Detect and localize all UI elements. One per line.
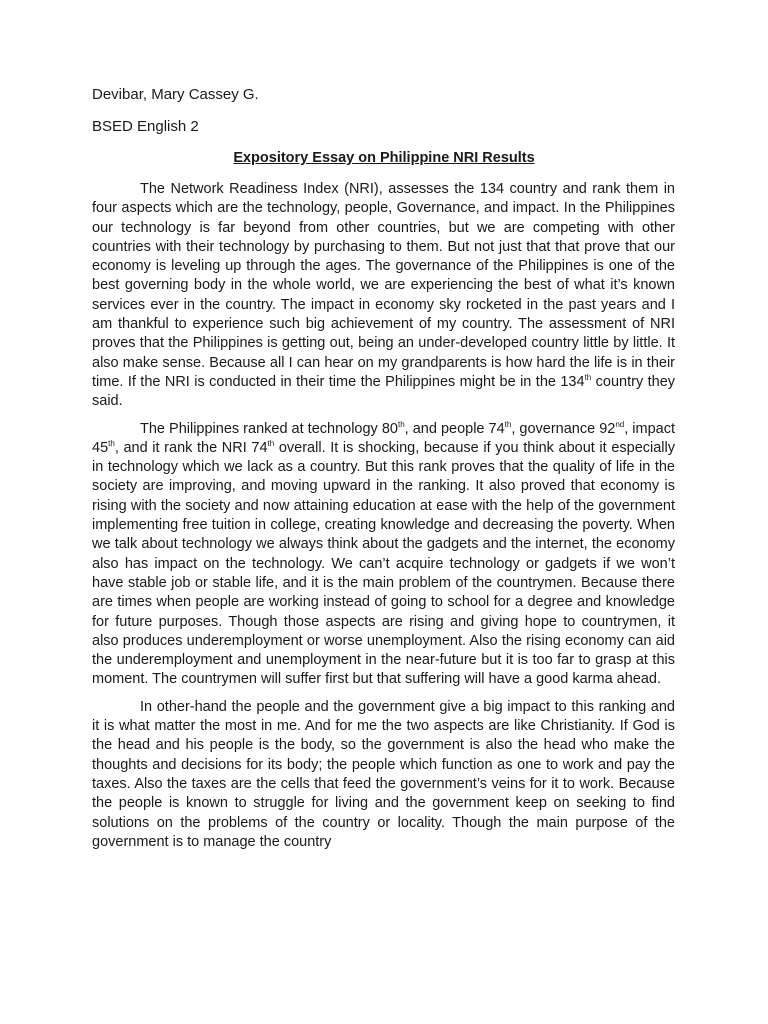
paragraph-1: The Network Readiness Index (NRI), assesses the 134 country and rank them in four aspects which are the technology, people, Governance, and impact. In the Philippines our technology is far beyond from other countries, but we are competing with other countries with their technology by purchasing to them. But not just that that prove that our economy is leveling up through the ages. The governance of the Philippines is one of the best governing body in the whole world, we are experiencing the best of what it’s known services ever in the country. The impact in economy sky rocketed in the past years and I am thankful to experience such big achievement of my country. The assessment of NRI proves that the Philippines is getting out, being an under-developed country little by little. It also make sense. Because all I can hear on my grandparents is how hard the life is in their time. If the NRI is conducted in their time the Philippines might be in the 134th country they said. xyxy=(92,181,676,410)
essay-title: Expository Essay on Philippine NRI Results xyxy=(233,150,535,166)
author-name: Devibar, Mary Cassey G. xyxy=(92,86,259,103)
paragraph-3: In other-hand the people and the government give a big impact to this ranking and it is what matter the most in me. And for me the two aspects are like Christianity. If God is the head and his people is the body, so the government is also the head who make the thoughts and decisions for its body; the people which function as one to work and pay the taxes. Also the taxes are the cells that feed the government’s veins for it to work. Because the people is known to struggle for living and the government keep on seeking to find solutions on the problems of the country or locality. Though the main purpose of the government is to manage the country xyxy=(92,698,675,850)
essay-body xyxy=(92,180,675,860)
course-label: BSED English 2 xyxy=(92,118,199,135)
paragraph-2: The Philippines ranked at technology 80th, and people 74th, governance 92nd, impact 45th, and it rank the NRI 74th overall. It is shocking, because if you think about it especially in technology which we lack as a country. But this rank proves that the quality of life in the society are improving, and moving upward in the ranking. It also proved that economy is rising with the society and now attaining education at ease with the help of the government implementing free tuition in college, creating knowledge and decreasing the poverty. When we talk about technology we always think about the gadgets and the internet, the economy also has impact on the technology. We can’t acquire technology or gadgets if we won’t have stable job or stable life, and it is the main problem of the countrymen. Because there are times when people are working instead of going to school for a degree and knowledge for future purposes. Though those aspects are rising and giving hope to countrymen, it also produces underemployment or worse unemployment. Also the rising economy can aid the underemployment and unemployment in the near-future but it is too far to grasp at this moment. The countrymen will suffer first but that suffering will have a good karma ahead. xyxy=(92,419,676,688)
